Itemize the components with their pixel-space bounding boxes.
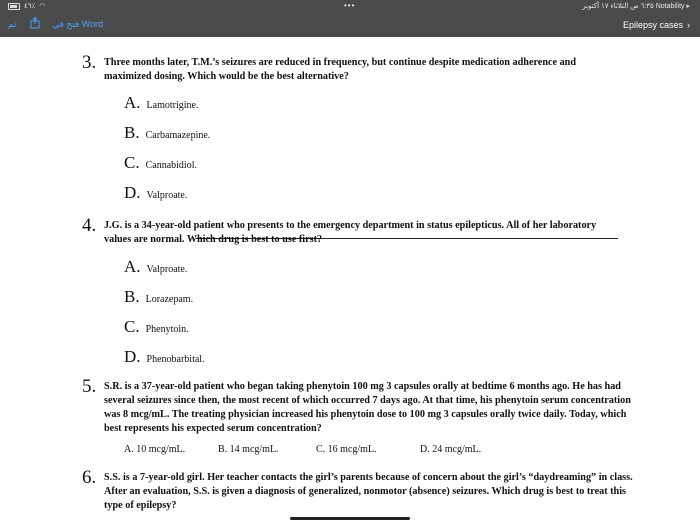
status-time: ٦:٣٥ ص الثلاثاء ١٧ أكتوبر xyxy=(582,3,654,10)
wifi-icon: ◠ xyxy=(39,3,46,10)
play-icon: ▸ xyxy=(686,3,690,10)
q3-option-a: A. Lamotrigine. xyxy=(124,93,199,112)
document-title-text: Epilepsy cases xyxy=(622,20,683,30)
question-text: J.G. is a 34-year-old patient who presents to the emergency department in status epilepticus. All of her laboratory values are normal. Which drug is best to use first? xyxy=(104,220,597,245)
q4-option-b: B. Lorazepam. xyxy=(124,287,194,306)
q5-option-b: B. 14 mcg/mL. xyxy=(218,444,279,455)
document-title xyxy=(623,20,690,30)
q3-option-d: D. Valproate. xyxy=(124,183,188,202)
toolbar xyxy=(0,12,700,37)
question-number: 6. xyxy=(82,467,97,488)
question-text: S.S. is a 7-year-old girl. Her teacher contacts the girl’s parents because of concern about the girl’s “daydreaming” in class. After an evaluation, S.S. is given a diagnosis of generalized, nonmotor (absence) seizures. Which drug is best to treat this type of epilepsy? xyxy=(104,472,633,511)
done-button[interactable]: تم xyxy=(8,19,17,29)
q5-option-c: C. 16 mcg/mL. xyxy=(316,444,377,455)
document-page[interactable] xyxy=(0,37,700,525)
battery-icon xyxy=(8,3,20,10)
question-number: 3. xyxy=(82,52,97,73)
battery-level: ٤٦٪ xyxy=(24,3,36,10)
status-app: Notability xyxy=(655,3,685,10)
home-indicator[interactable] xyxy=(290,517,410,520)
open-in-word-button[interactable]: فتح في Word xyxy=(52,19,103,29)
q5-option-d: D. 24 mcg/mL. xyxy=(420,444,482,455)
share-icon[interactable] xyxy=(30,17,40,29)
question-number: 5. xyxy=(82,376,97,397)
status-left xyxy=(8,2,45,10)
status-bar xyxy=(0,0,700,12)
question-number: 4. xyxy=(82,215,97,236)
more-dots-icon[interactable]: ••• xyxy=(344,1,356,10)
q3-option-b: B. Carbamazepine. xyxy=(124,123,211,142)
question-text: S.R. is a 37-year-old patient who began taking phenytoin 100 mg 3 capsules orally at bedtime 6 months ago. He has had several seizures since then, the most recent of which occurred 7 days ago. At that time, his phenytoin serum concentration was 8 mcg/mL. The treating physician increased his phenytoin dose to 100 mg 3 capsules orally twice daily. Today, which best represents his expected serum concentration? xyxy=(104,381,631,434)
q4-option-c: C. Phenytoin. xyxy=(124,317,189,336)
q4-option-a: A. Valproate. xyxy=(124,257,188,276)
chevron-right-icon: › xyxy=(687,20,690,30)
q3-option-c: C. Cannabidiol. xyxy=(124,153,197,172)
q4-option-d: D. Phenobarbital. xyxy=(124,347,205,366)
question-text: Three months later, T.M.’s seizures are reduced in frequency, but continue despite medication adherence and maximized dosing. Which would be the best alternative? xyxy=(104,57,577,82)
q5-option-a: A. 10 mcg/mL. xyxy=(124,444,186,455)
status-right xyxy=(582,2,690,10)
